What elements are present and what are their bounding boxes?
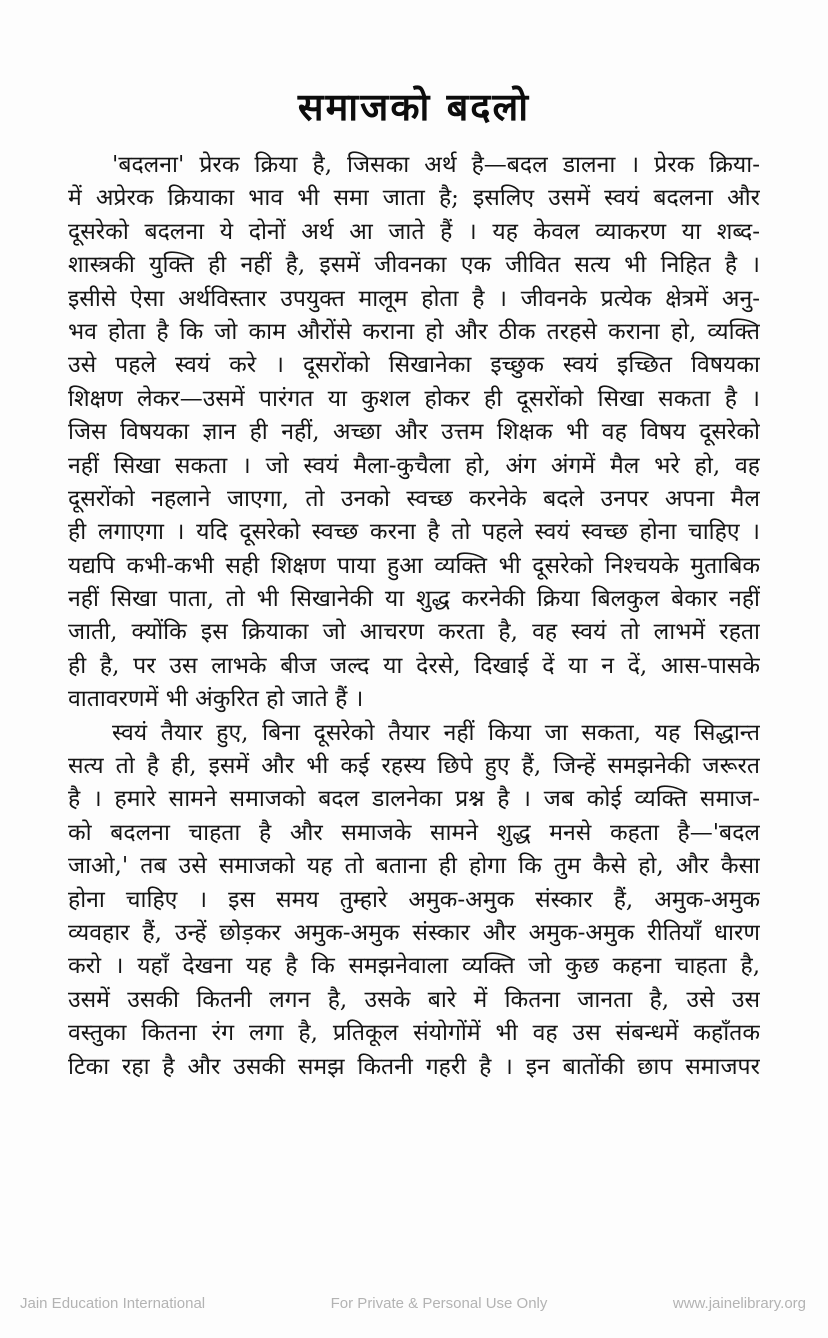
page-title: समाजको बदलो xyxy=(297,84,531,129)
text-line: में अप्रेरक क्रियाका भाव भी समा जाता है; इसलिए उसमें स्वयं बदलना और xyxy=(68,185,760,212)
text-line: 'बदलना' प्रेरक क्रिया है, जिसका अर्थ है—बदल डालना । प्रेरक क्रिया- xyxy=(112,152,760,178)
text-line: भव होता है कि जो काम औरोंसे कराना हो और ठीक तरहसे कराना हो, व्यक्ति xyxy=(68,318,760,345)
text-line: जाती, क्योंकि इस क्रियाका जो आचरण करता है, वह स्वयं तो लाभमें रहता xyxy=(68,619,760,646)
text-line: नहीं सिखा पाता, तो भी सिखानेकी या शुद्ध करनेकी क्रिया बिलकुल बेकार नहीं xyxy=(68,586,760,613)
text-line: उसमें उसकी कितनी लगन है, उसके बारे में कितना जानता है, उसे उस xyxy=(68,986,760,1013)
text-line: ही है, पर उस लाभके बीज जल्द या देरसे, दिखाई दें या न दें, आस-पासके xyxy=(68,652,760,679)
text-line: शिक्षण लेकर—उसमें पारंगत या कुशल होकर ही दूसरोंको सिखा सकता है । xyxy=(68,385,760,412)
text-line: स्वयं तैयार हुए, बिना दूसरेको तैयार नहीं किया जा सकता, यह सिद्धान्त xyxy=(112,719,760,746)
text-line: वस्तुका कितना रंग लगा है, प्रतिकूल संयोगोंमें भी वह उस संबन्धमें कहाँतक xyxy=(68,1020,760,1047)
text-line: इसीसे ऐसा अर्थविस्तार उपयुक्त मालूम होता है । जीवनके प्रत्येक क्षेत्रमें अनु- xyxy=(68,285,760,312)
text-line: यद्यपि कभी-कभी सही शिक्षण पाया हुआ व्यक्ति भी दूसरेको निश्चयके मुताबिक xyxy=(68,552,760,579)
text-line: नहीं सिखा सकता । जो स्वयं मैला-कुचैला हो, अंग अंगमें मैल भरे हो, वह xyxy=(68,452,760,479)
body-text xyxy=(68,149,760,1084)
footer-usage-notice: For Private & Personal Use Only xyxy=(330,1295,548,1312)
text-line: सत्य तो है ही, इसमें और भी कई रहस्य छिपे हुए हैं, जिन्हें समझनेकी जरूरत xyxy=(68,753,760,780)
text-line: व्यवहार हैं, उन्हें छोड़कर अमुक-अमुक संस्कार और अमुक-अमुक रीतियाँ धारण xyxy=(68,919,760,946)
text-line: होना चाहिए । इस समय तुम्हारे अमुक-अमुक संस्कार हैं, अमुक-अमुक xyxy=(68,886,760,913)
text-line: करो । यहाँ देखना यह है कि समझनेवाला व्यक्ति जो कुछ कहना चाहता है, xyxy=(68,953,760,980)
footer-website: www.jainelibrary.org xyxy=(672,1295,806,1312)
text-line: उसे पहले स्वयं करे । दूसरोंको सिखानेका इच्छुक स्वयं इच्छित विषयका xyxy=(68,352,760,379)
text-line: है । हमारे सामने समाजको बदल डालनेका प्रश्न है । जब कोई व्यक्ति समाज- xyxy=(68,786,760,813)
paragraph-2 xyxy=(68,717,760,1084)
text-line: वातावरणमें भी अंकुरित हो जाते हैं । xyxy=(68,686,364,713)
text-line: दूसरोंको नहलाने जाएगा, तो उनको स्वच्छ करनेके बदले उनपर अपना मैल xyxy=(68,485,760,512)
text-line: को बदलना चाहता है और समाजके सामने शुद्ध मनसे कहता है—'बदल xyxy=(68,819,760,846)
text-line: टिका रहा है और उसकी समझ कितनी गहरी है । इन बातोंकी छाप समाजपर xyxy=(68,1053,760,1080)
paragraph-1 xyxy=(68,149,760,717)
text-line: जाओ,' तब उसे समाजको यह तो बताना ही होगा कि तुम कैसे हो, और कैसा xyxy=(68,853,760,880)
text-line: शास्त्रकी युक्ति ही नहीं है, इसमें जीवनका एक जीवित सत्य भी निहित है । xyxy=(68,252,760,279)
page-footer xyxy=(0,1295,828,1312)
text-line: ही लगाएगा । यदि दूसरेको स्वच्छ करना है तो पहले स्वयं स्वच्छ होना चाहिए । xyxy=(68,519,760,546)
text-line: जिस विषयका ज्ञान ही नहीं, अच्छा और उत्तम शिक्षक भी वह विषय दूसरेको xyxy=(68,419,760,446)
text-line: दूसरेको बदलना ये दोनों अर्थ आ जाते हैं । यह केवल व्याकरण या शब्द- xyxy=(68,218,760,245)
footer-publisher: Jain Education International xyxy=(20,1295,206,1312)
